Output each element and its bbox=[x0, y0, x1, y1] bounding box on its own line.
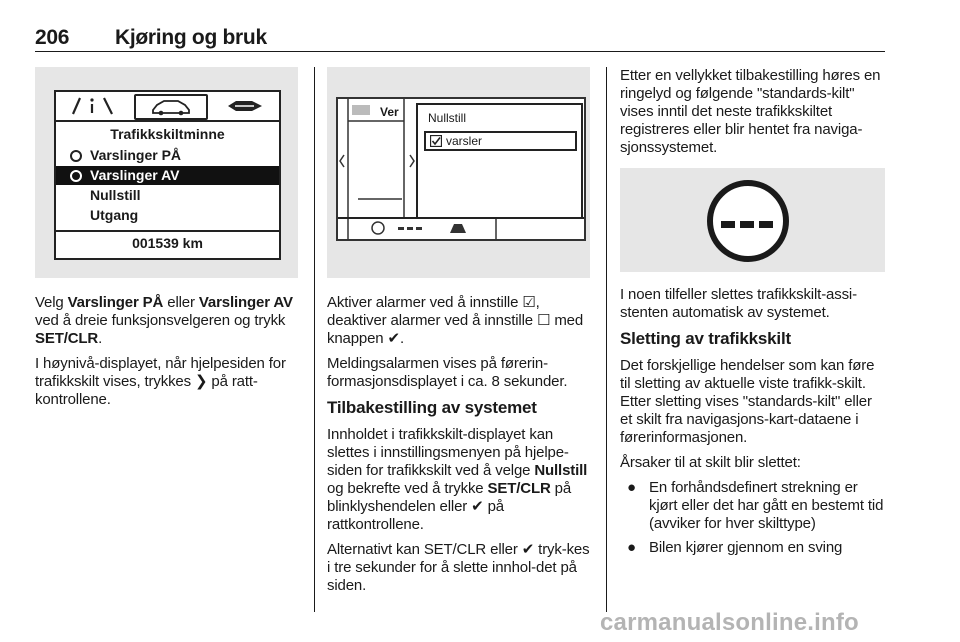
watermark: carmanualsonline.info bbox=[600, 609, 859, 636]
footer-separator bbox=[56, 230, 279, 232]
high-level-display bbox=[336, 97, 586, 241]
page-title: Kjøring og bruk bbox=[115, 26, 267, 49]
list-item: ● Bilen kjører gjennom en sving bbox=[627, 539, 843, 556]
menu-item-nullstill[interactable] bbox=[56, 186, 279, 205]
alerts-checkbox[interactable] bbox=[424, 131, 577, 151]
odometer: 001539 km bbox=[132, 235, 203, 251]
column-2 bbox=[327, 294, 595, 602]
paragraph: Aktiver alarmer ved å innstille ☑, deaktiver alarmer ved å innstille ☐ med knappen ✔. bbox=[327, 294, 584, 347]
checkbox-label: varsler bbox=[446, 134, 483, 148]
header-rule bbox=[35, 51, 885, 52]
paragraph: Etter en vellykket tilbakestilling høres en ringelyd og følgende "standards-kilt" vises inntil det neste trafikkskiltet registreres eller blir hentet fra naviga-sjonssystemet. bbox=[620, 67, 881, 156]
tab-label: Ver bbox=[380, 105, 399, 119]
sign-dash bbox=[759, 221, 773, 228]
section-heading: Tilbakestilling av systemet bbox=[327, 398, 537, 417]
paragraph: Alternativt kan SET/CLR eller ✔ tryk-kes i tre sekunder for å slette innhol-det på siden. bbox=[327, 541, 590, 594]
popup-title: Nullstill bbox=[428, 111, 467, 125]
traffic-sign-icon bbox=[226, 98, 264, 114]
column-divider bbox=[606, 67, 607, 612]
lane-assist-icon bbox=[70, 96, 116, 116]
list-item: ● En forhåndsdefinert strekning er kjørt eller det har gått en bestemt tid (avviker for hver skilttype) bbox=[627, 479, 884, 532]
menu-item-varslinger-pa[interactable] bbox=[56, 146, 279, 165]
sign-dash bbox=[740, 221, 754, 228]
reasons-list bbox=[620, 479, 888, 557]
menu-item-label: Varslinger AV bbox=[90, 167, 180, 183]
section-heading: Sletting av trafikkskilt bbox=[620, 329, 791, 348]
tab-separator bbox=[56, 120, 279, 122]
column-3-lower bbox=[620, 286, 888, 563]
menu-item-utgang[interactable] bbox=[56, 206, 279, 225]
tab-vehicle bbox=[134, 94, 208, 120]
display-screen bbox=[54, 90, 281, 260]
paragraph: Velg Varslinger PÅ eller Varslinger AV ved å dreie funksjonsvelgeren og trykk SET/CLR. bbox=[35, 294, 293, 347]
paragraph: Årsaker til at skilt blir slettet: bbox=[620, 454, 801, 471]
paragraph: Det forskjellige hendelser som kan føre til sletting av aktuelle viste trafikk-skilt. Etter sletting vises "standards-kilt" eller et skilt fra navigasjons-kart-dataene i førerinformasjonen. bbox=[620, 357, 875, 446]
page-header bbox=[0, 0, 960, 56]
car-icon bbox=[150, 98, 192, 116]
menu-title: Trafikkskiltminne bbox=[110, 126, 225, 142]
paragraph: I høynivå-displayet, når hjelpesiden for trafikkskilt vises, trykkes ❯ på ratt-kontrollene. bbox=[35, 355, 286, 408]
display-status-bar bbox=[338, 219, 584, 239]
menu-item-varslinger-av[interactable] bbox=[56, 166, 279, 185]
paragraph: Innholdet i trafikkskilt-displayet kan slettes i innstillingsmenyen på hjelpe-siden for trafikkskilt ved å velge Nullstill og bekrefte ved å trykke SET/CLR på blinklyshendelen eller ✔ på rattkontrollene. bbox=[327, 426, 588, 533]
display-tabs bbox=[56, 92, 279, 120]
radio-icon bbox=[70, 170, 82, 182]
radio-icon bbox=[70, 150, 82, 162]
menu-item-label: Utgang bbox=[90, 207, 139, 223]
display-left-panel bbox=[338, 99, 418, 217]
menu-item-label: Nullstill bbox=[90, 187, 141, 203]
menu-item-label: Varslinger PÅ bbox=[90, 147, 182, 163]
checkbox-checked-icon bbox=[430, 135, 442, 147]
column-3 bbox=[620, 67, 888, 164]
standard-sign-icon bbox=[707, 180, 789, 262]
paragraph: Meldingsalarmen vises på førerin-formasjonsdisplayet i ca. 8 sekunder. bbox=[327, 355, 568, 390]
page-number: 206 bbox=[35, 26, 70, 49]
bullet-icon: ● bbox=[627, 479, 636, 496]
reset-popup bbox=[416, 103, 583, 219]
sign-dash bbox=[721, 221, 735, 228]
column-divider bbox=[314, 67, 315, 612]
column-1 bbox=[35, 294, 303, 416]
bullet-icon: ● bbox=[627, 539, 636, 556]
paragraph: I noen tilfeller slettes trafikkskilt-assi-stenten automatisk av systemet. bbox=[620, 286, 857, 321]
